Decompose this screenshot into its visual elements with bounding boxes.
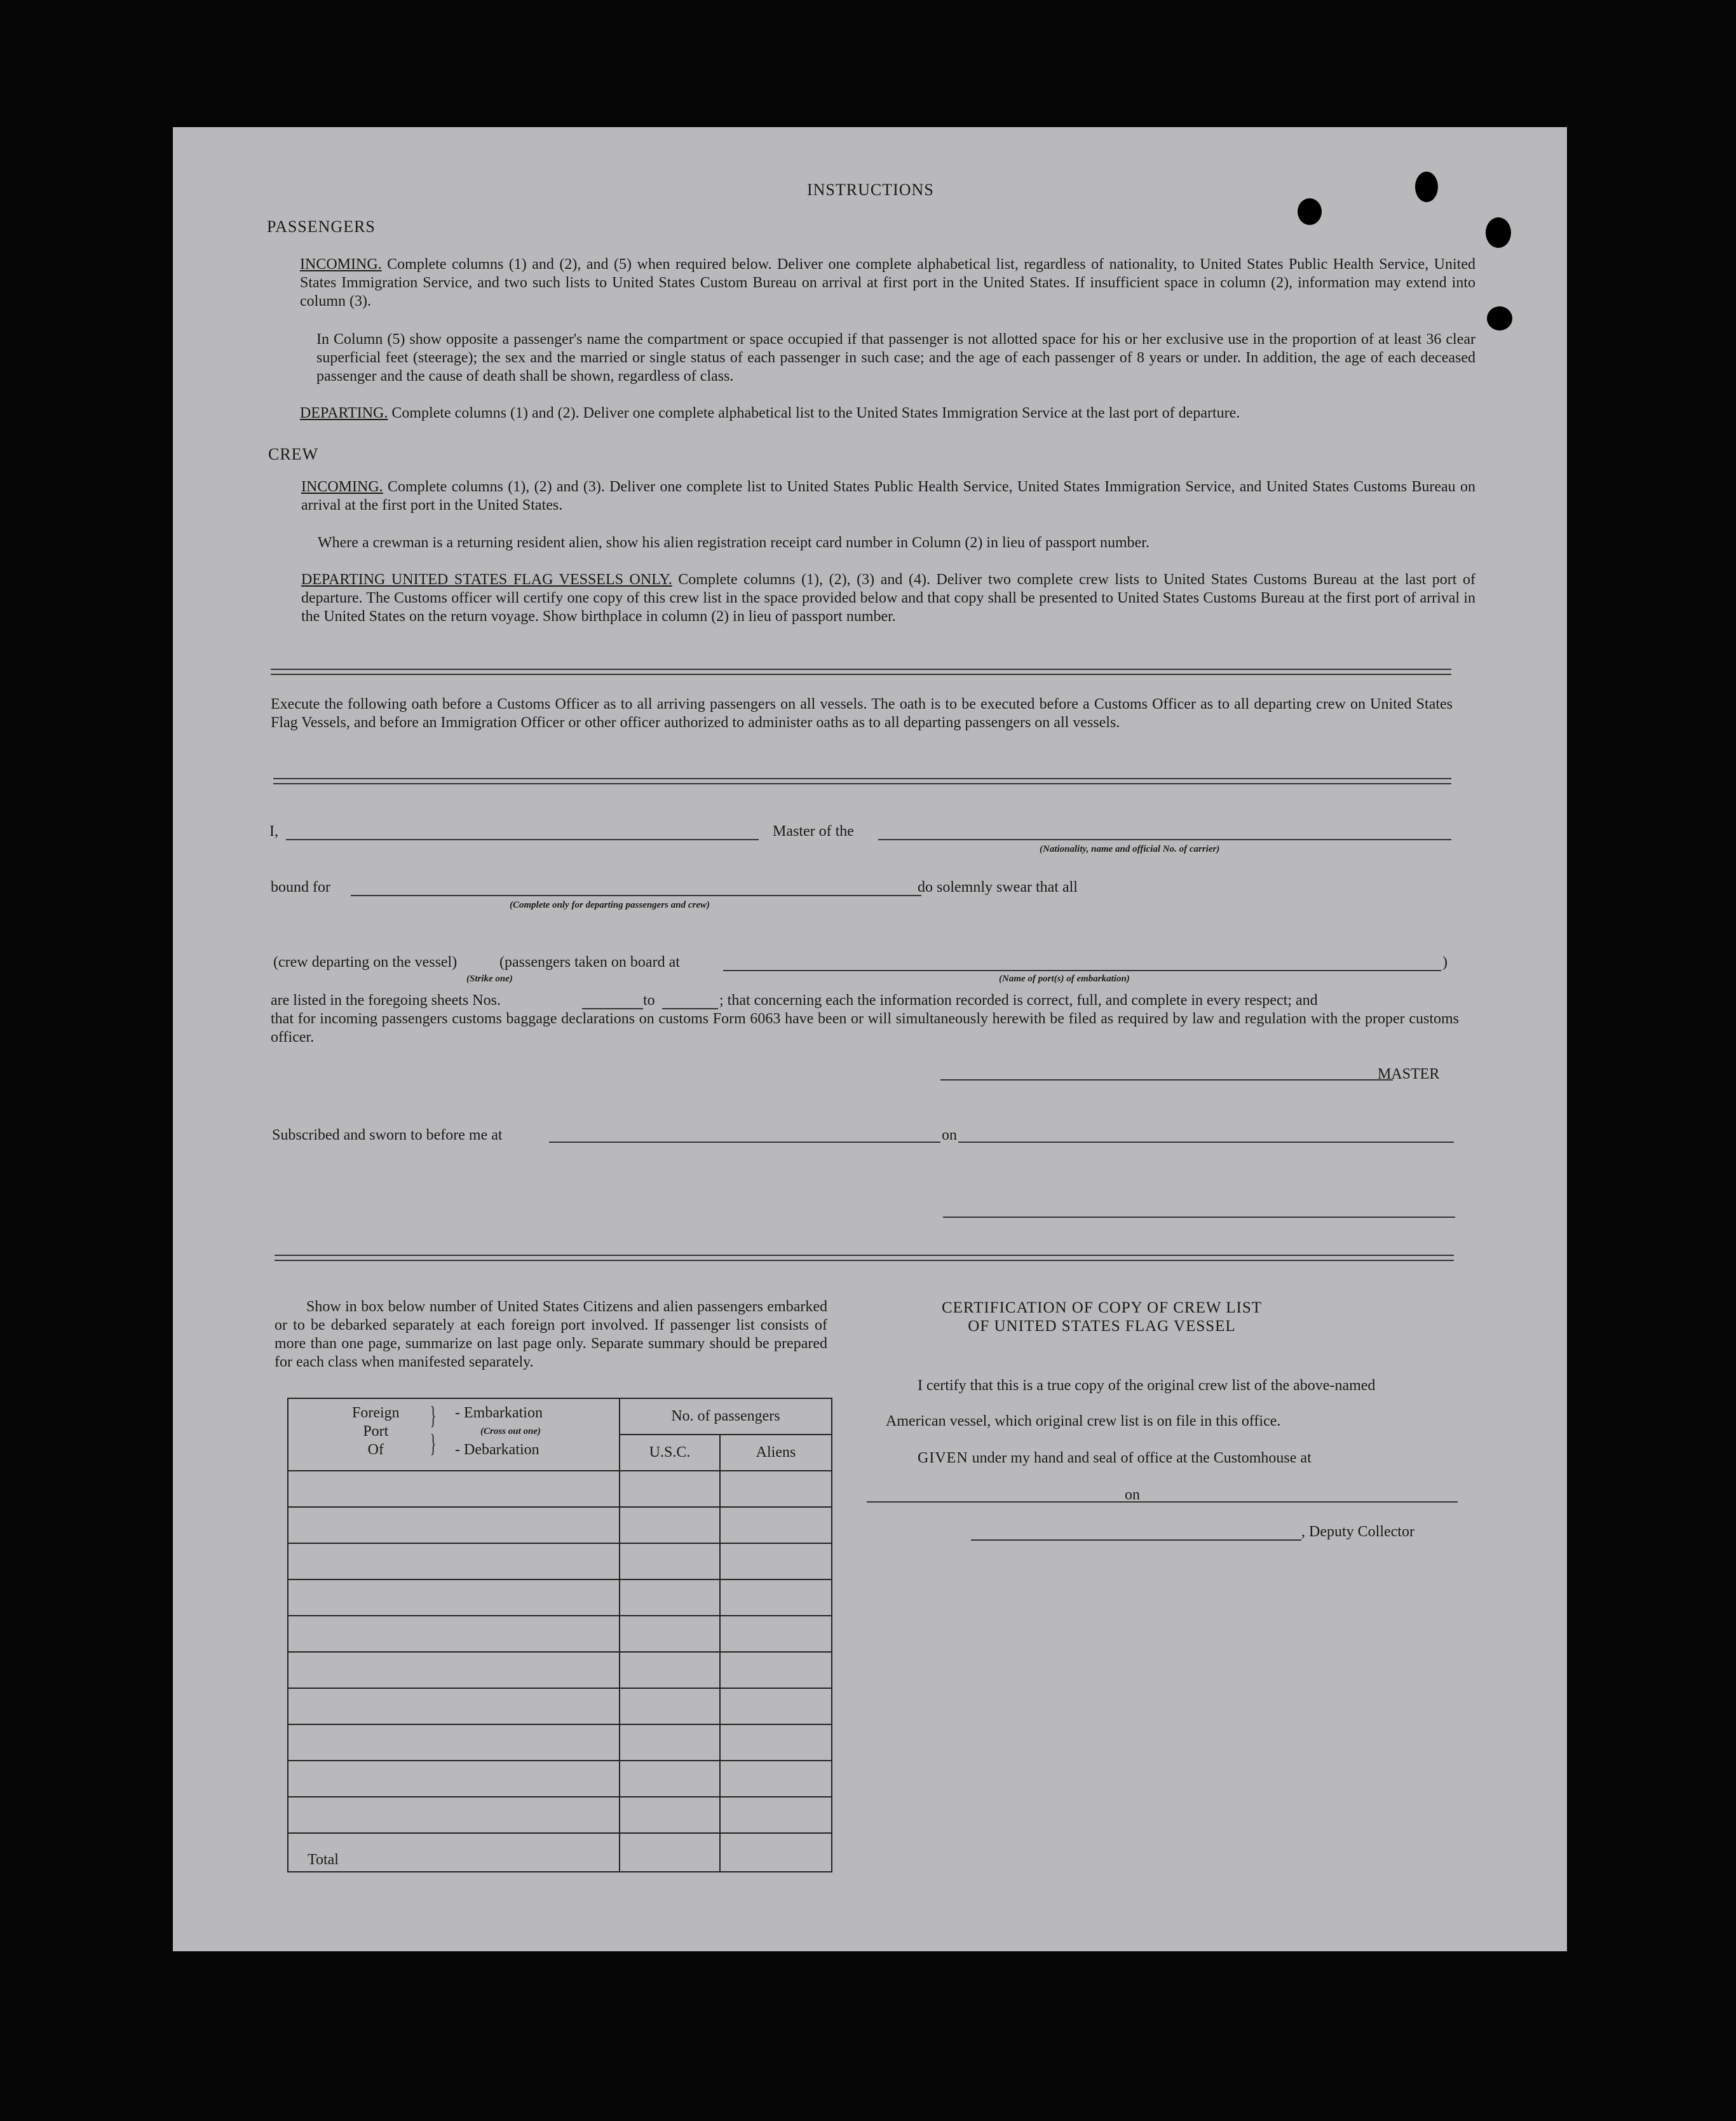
listed-text-rest: that for incoming passengers customs baggage declarations on customs Form 6063 have been or will simultaneously herewith be filed as required by law and regulation with the proper customs officer. (271, 1011, 1459, 1046)
passengers-incoming (300, 256, 1475, 311)
usc-cell[interactable] (620, 1507, 720, 1543)
given-line (918, 1449, 1312, 1468)
usc-cell[interactable] (620, 1471, 720, 1507)
usc-header: U.S.C. (620, 1435, 720, 1471)
table-row (288, 1761, 832, 1797)
sworn-location-field[interactable] (549, 1142, 940, 1143)
sheet-to-field[interactable] (662, 1008, 718, 1009)
table-row (288, 1543, 832, 1579)
brace-icon: } } (430, 1401, 437, 1457)
usc-cell[interactable] (620, 1616, 720, 1652)
cert-date-field[interactable] (1141, 1501, 1458, 1503)
passengers-incoming-label: INCOMING. (300, 256, 382, 273)
subscribed-label: Subscribed and sworn to before me at (272, 1127, 503, 1143)
crew-incoming (301, 478, 1475, 515)
crew-departing (301, 571, 1475, 626)
aliens-header: Aliens (720, 1435, 832, 1471)
usc-cell[interactable] (620, 1761, 720, 1797)
swear-text: do solemnly swear that all (918, 879, 1078, 896)
passengers-departing-label: DEPARTING. (300, 405, 388, 421)
embarkation-option: - Embarkation (455, 1405, 543, 1421)
aliens-cell[interactable] (720, 1471, 832, 1507)
col-of: Of (367, 1442, 384, 1458)
crew-incoming-label: INCOMING. (301, 479, 383, 495)
col-foreign: Foreign (352, 1405, 400, 1421)
given-text: under my hand and seal of office at the Customhouse at (972, 1450, 1312, 1466)
passengers-column5: In Column (5) show opposite a passenger's name the compartment or space occupied if that passenger is not allotted space for his or her exclusive use in the proportion of at least 36 clear superficial feet (steerage); the sex and the married or single status of each passenger in such case; and the age of each passenger of 8 years or under. In addition, the age of each deceased passenger and the cause of death shall be shown, regardless of class. (316, 331, 1475, 385)
table-header-row (288, 1398, 832, 1435)
port-cell[interactable] (288, 1471, 620, 1507)
divider (271, 669, 1451, 675)
certification-title-2: OF UNITED STATES FLAG VESSEL (968, 1318, 1236, 1335)
crew-incoming-text: Complete columns (1), (2) and (3). Deliver one complete list to United States Public Health Service, United States Immigration Service, and United States Customs Bureau on arrival at the first port in the United States. (301, 479, 1476, 514)
port-cell[interactable] (288, 1652, 620, 1688)
embarkation-port-field[interactable] (723, 970, 1441, 971)
port-cell[interactable] (288, 1761, 620, 1797)
aliens-cell[interactable] (720, 1652, 832, 1688)
table-row (288, 1652, 832, 1688)
strike-one-note: (Strike one) (466, 974, 513, 984)
port-cell[interactable] (288, 1688, 620, 1724)
punch-hole (1415, 172, 1438, 202)
passengers-heading: PASSENGERS (267, 217, 376, 236)
crew-departing-text: Complete columns (1), (2), (3) and (4). Deliver two complete crew lists to United States Customs Bureau at the last port of departure. The Customs officer will certify one copy of this crew list in the space provided below and that copy shall be presented to United States Customs Bureau at the first port of arrival in the United States on the return voyage. Show birthplace in column (2) in lieu of passport number. (301, 571, 1476, 625)
aliens-cell[interactable] (720, 1543, 832, 1579)
crew-resident: Where a crewman is a returning resident alien, show his alien registration receipt card number in Column (2) in lieu of passport number. (318, 535, 1149, 551)
debarkation-option: - Debarkation (455, 1442, 539, 1458)
total-label: Total (288, 1833, 620, 1872)
aliens-cell[interactable] (720, 1507, 832, 1543)
aliens-cell[interactable] (720, 1724, 832, 1761)
total-row (288, 1833, 832, 1872)
divider (275, 1255, 1454, 1261)
port-cell[interactable] (288, 1616, 620, 1652)
aliens-cell[interactable] (720, 1688, 832, 1724)
port-cell[interactable] (288, 1579, 620, 1616)
certify-line-1: I certify that this is a true copy of the original crew list of the above-named (918, 1377, 1376, 1394)
col-port: Port (363, 1423, 389, 1440)
port-cell[interactable] (288, 1507, 620, 1543)
table-row (288, 1724, 832, 1761)
usc-cell[interactable] (620, 1652, 720, 1688)
listed-to-label: to (643, 992, 655, 1009)
oath-i-label: I, (269, 823, 278, 840)
sworn-on-label: on (942, 1127, 957, 1143)
punch-hole (1486, 217, 1511, 248)
crew-departing-option: (crew departing on the vessel) (273, 954, 458, 971)
bound-for-label: bound for (271, 879, 330, 896)
table-row (288, 1797, 832, 1833)
master-label: MASTER (1378, 1066, 1440, 1082)
sheet-from-field[interactable] (582, 1008, 643, 1009)
table-row (288, 1471, 832, 1507)
master-name-field[interactable] (286, 839, 759, 840)
carrier-field[interactable] (878, 839, 1451, 840)
aliens-total-cell[interactable] (720, 1833, 832, 1872)
oath-intro: Execute the following oath before a Customs Officer as to all arriving passengers on all vessels. The oath is to be executed before a Customs Officer as to all departing crew on United States Flag Vessels, and before an Immigration Officer or other officer authorized to administer oaths as to all departing passengers on all vessels. (271, 696, 1453, 731)
crew-departing-label: DEPARTING UNITED STATES FLAG VESSELS ONLY. (301, 571, 672, 588)
aliens-cell[interactable] (720, 1616, 832, 1652)
divider (273, 778, 1451, 784)
passengers-taken-option: (passengers taken on board at (499, 954, 680, 971)
listed-text-start: are listed in the foregoing sheets Nos. (271, 992, 501, 1009)
aliens-cell[interactable] (720, 1797, 832, 1833)
no-passengers-header: No. of passengers (620, 1398, 832, 1435)
destination-field[interactable] (351, 895, 921, 896)
cert-on-label: on (1125, 1487, 1140, 1503)
usc-cell[interactable] (620, 1688, 720, 1724)
master-of-label: Master of the (773, 823, 854, 840)
carrier-note: (Nationality, name and official No. of carrier) (1040, 844, 1220, 854)
port-cell[interactable] (288, 1543, 620, 1579)
port-note: (Name of port(s) of embarkation) (999, 974, 1130, 984)
document-page (173, 127, 1567, 1951)
table-row (288, 1616, 832, 1652)
close-paren: ) (1442, 954, 1448, 971)
punch-hole (1487, 306, 1512, 331)
port-cell[interactable] (288, 1724, 620, 1761)
summary-instructions: Show in box below number of United States Citizens and alien passengers embarked or to be debarked separately at each foreign port involved. If passenger list consists of more than one page, summarize on last page only. Separate summary should be prepared for each class when manifested separately. (275, 1299, 827, 1370)
listed-text-end: ; that concerning each the information recorded is correct, full, and complete in every respect; and (719, 992, 1318, 1009)
deputy-signature-line[interactable] (971, 1539, 1301, 1541)
port-header-cell (288, 1398, 620, 1471)
usc-cell[interactable] (620, 1797, 720, 1833)
cross-out-note: (Cross out one) (480, 1426, 541, 1436)
table-row (288, 1507, 832, 1543)
port-cell[interactable] (288, 1797, 620, 1833)
page-title: INSTRUCTIONS (807, 181, 934, 199)
aliens-cell[interactable] (720, 1761, 832, 1797)
deputy-collector-label: , Deputy Collector (1301, 1524, 1414, 1540)
usc-cell[interactable] (620, 1579, 720, 1616)
certification-title-1: CERTIFICATION OF COPY OF CREW LIST (941, 1299, 1263, 1316)
aliens-cell[interactable] (720, 1579, 832, 1616)
given-label: GIVEN (918, 1450, 968, 1466)
usc-cell[interactable] (620, 1724, 720, 1761)
officer-signature-line[interactable] (943, 1217, 1455, 1218)
passengers-departing (300, 404, 1475, 423)
sworn-date-field[interactable] (958, 1142, 1454, 1143)
passengers-incoming-text: Complete columns (1) and (2), and (5) when required below. Deliver one complete alphabetical list, regardless of nationality, to United States Public Health Service, United States Immigration Service, and two such lists to United States Custom Bureau on arrival at first port in the United States. If insufficient space in column (2), information may extend into column (3). (300, 256, 1476, 310)
certify-line-2: American vessel, which original crew list is on file in this office. (886, 1413, 1281, 1429)
bound-note: (Complete only for departing passengers and crew) (510, 900, 710, 910)
table-row (288, 1579, 832, 1616)
master-signature-line[interactable] (940, 1079, 1393, 1081)
passengers-departing-text: Complete columns (1) and (2). Deliver one complete alphabetical list to the United States Immigration Service at the last port of departure. (391, 405, 1240, 421)
usc-cell[interactable] (620, 1543, 720, 1579)
passenger-summary-table (287, 1398, 832, 1872)
crew-heading: CREW (268, 445, 319, 463)
punch-hole (1298, 198, 1322, 225)
table-row (288, 1688, 832, 1724)
usc-total-cell[interactable] (620, 1833, 720, 1872)
